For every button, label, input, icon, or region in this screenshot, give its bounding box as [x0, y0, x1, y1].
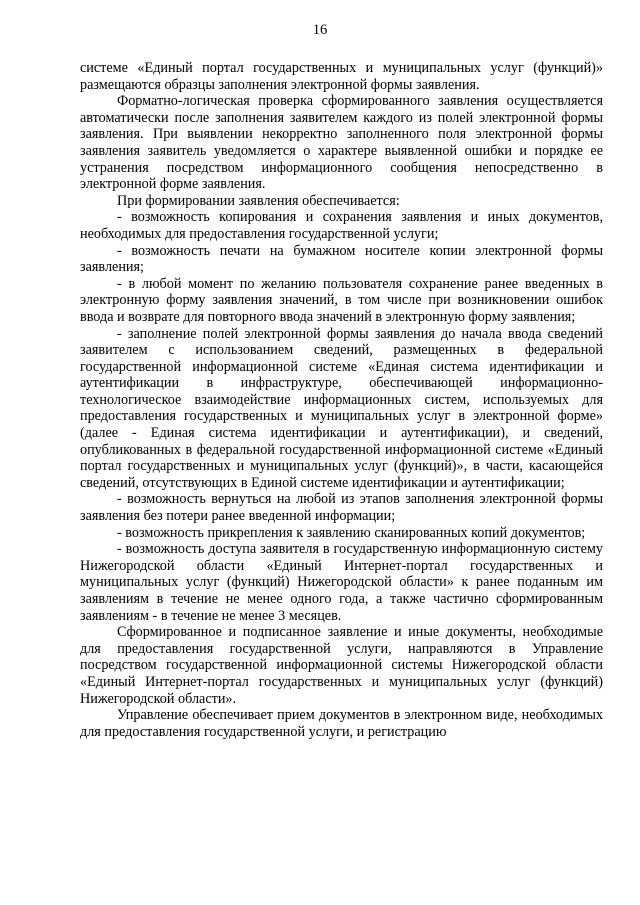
page-number: 16 — [312, 22, 328, 38]
paragraph-reception: Управление обеспечивает прием документов в электронном виде, необходимых для предоставления государственной услуги, и регистрацию — [80, 707, 603, 740]
list-item-print: - возможность печати на бумажном носителе копии электронной формы заявления; — [80, 242, 603, 276]
list-item-prefill-fields: - заполнение полей электронной формы заявления до начала ввода сведений заявителем с использованием сведений, размещенных в федеральной государственной информационной системе «Единая система идентификации и аутентификации в инфраструктуре, обеспечивающей информационно-технологическое взаимодействие информационных систем, используемых для предоставления государственных и муниципальных услуг в электронной форме» (далее - Единая система идентификации и аутентификации), и сведений, опубликованных в федеральной государственной информационной системе «Единый портал государственных и муниципальных услуг (функций)», в части, касающейся сведений, отсутствующих в Единой системе идентификации и аутентификации; — [80, 325, 603, 491]
list-item-copy-save: - возможность копирования и сохранения заявления и иных документов, необходимых для предоставления государственной услуги; — [80, 209, 603, 242]
list-item-attach-scans: - возможность прикрепления к заявлению сканированных копий документов; — [117, 524, 586, 541]
paragraph-submission: Сформированное и подписанное заявление и иные документы, необходимые для предоставления государственной услуги, направляются в Управление посредством государственной информационной системы Нижегородской области «Единый Интернет-портал государственных и муниципальных услуг (функций) Нижегородской области». — [80, 624, 603, 707]
list-item-access-applications: - возможность доступа заявителя в государственную информационную систему Нижегородской области «Единый Интернет-портал государственных и муниципальных услуг (функций) Нижегородской области» к ранее поданным им заявлениям в течение не менее одного года, а также частично сформированным заявлениям - в течение не менее 3 месяцев. — [80, 541, 603, 624]
document-body — [80, 60, 603, 740]
paragraph-format-logical-check: Форматно-логическая проверка сформированного заявления осуществляется автоматически после заполнения заявителем каждого из полей электронной формы заявления. При выявлении некорректно заполненного поля электронной формы заявления заявитель уведомляется о характере выявленной ошибки и порядке ее устранения посредством информационного сообщения непосредственно в электронной форме заявления. — [80, 93, 603, 193]
list-item-save-values: - в любой момент по желанию пользователя сохранение ранее введенных в электронную форму заявления значений, в том числе при возникновении ошибок ввода и возврате для повторного ввода значений в электронную форму заявления; — [80, 275, 603, 325]
paragraph-list-intro: При формировании заявления обеспечивается: — [117, 192, 400, 209]
list-item-return-to-step: - возможность вернуться на любой из этапов заполнения электронной формы заявления без потери ранее введенной информации; — [80, 491, 603, 525]
paragraph-continuation: системе «Единый портал государственных и муниципальных услуг (функций)» размещаются образцы заполнения электронной формы заявления. — [80, 60, 603, 93]
